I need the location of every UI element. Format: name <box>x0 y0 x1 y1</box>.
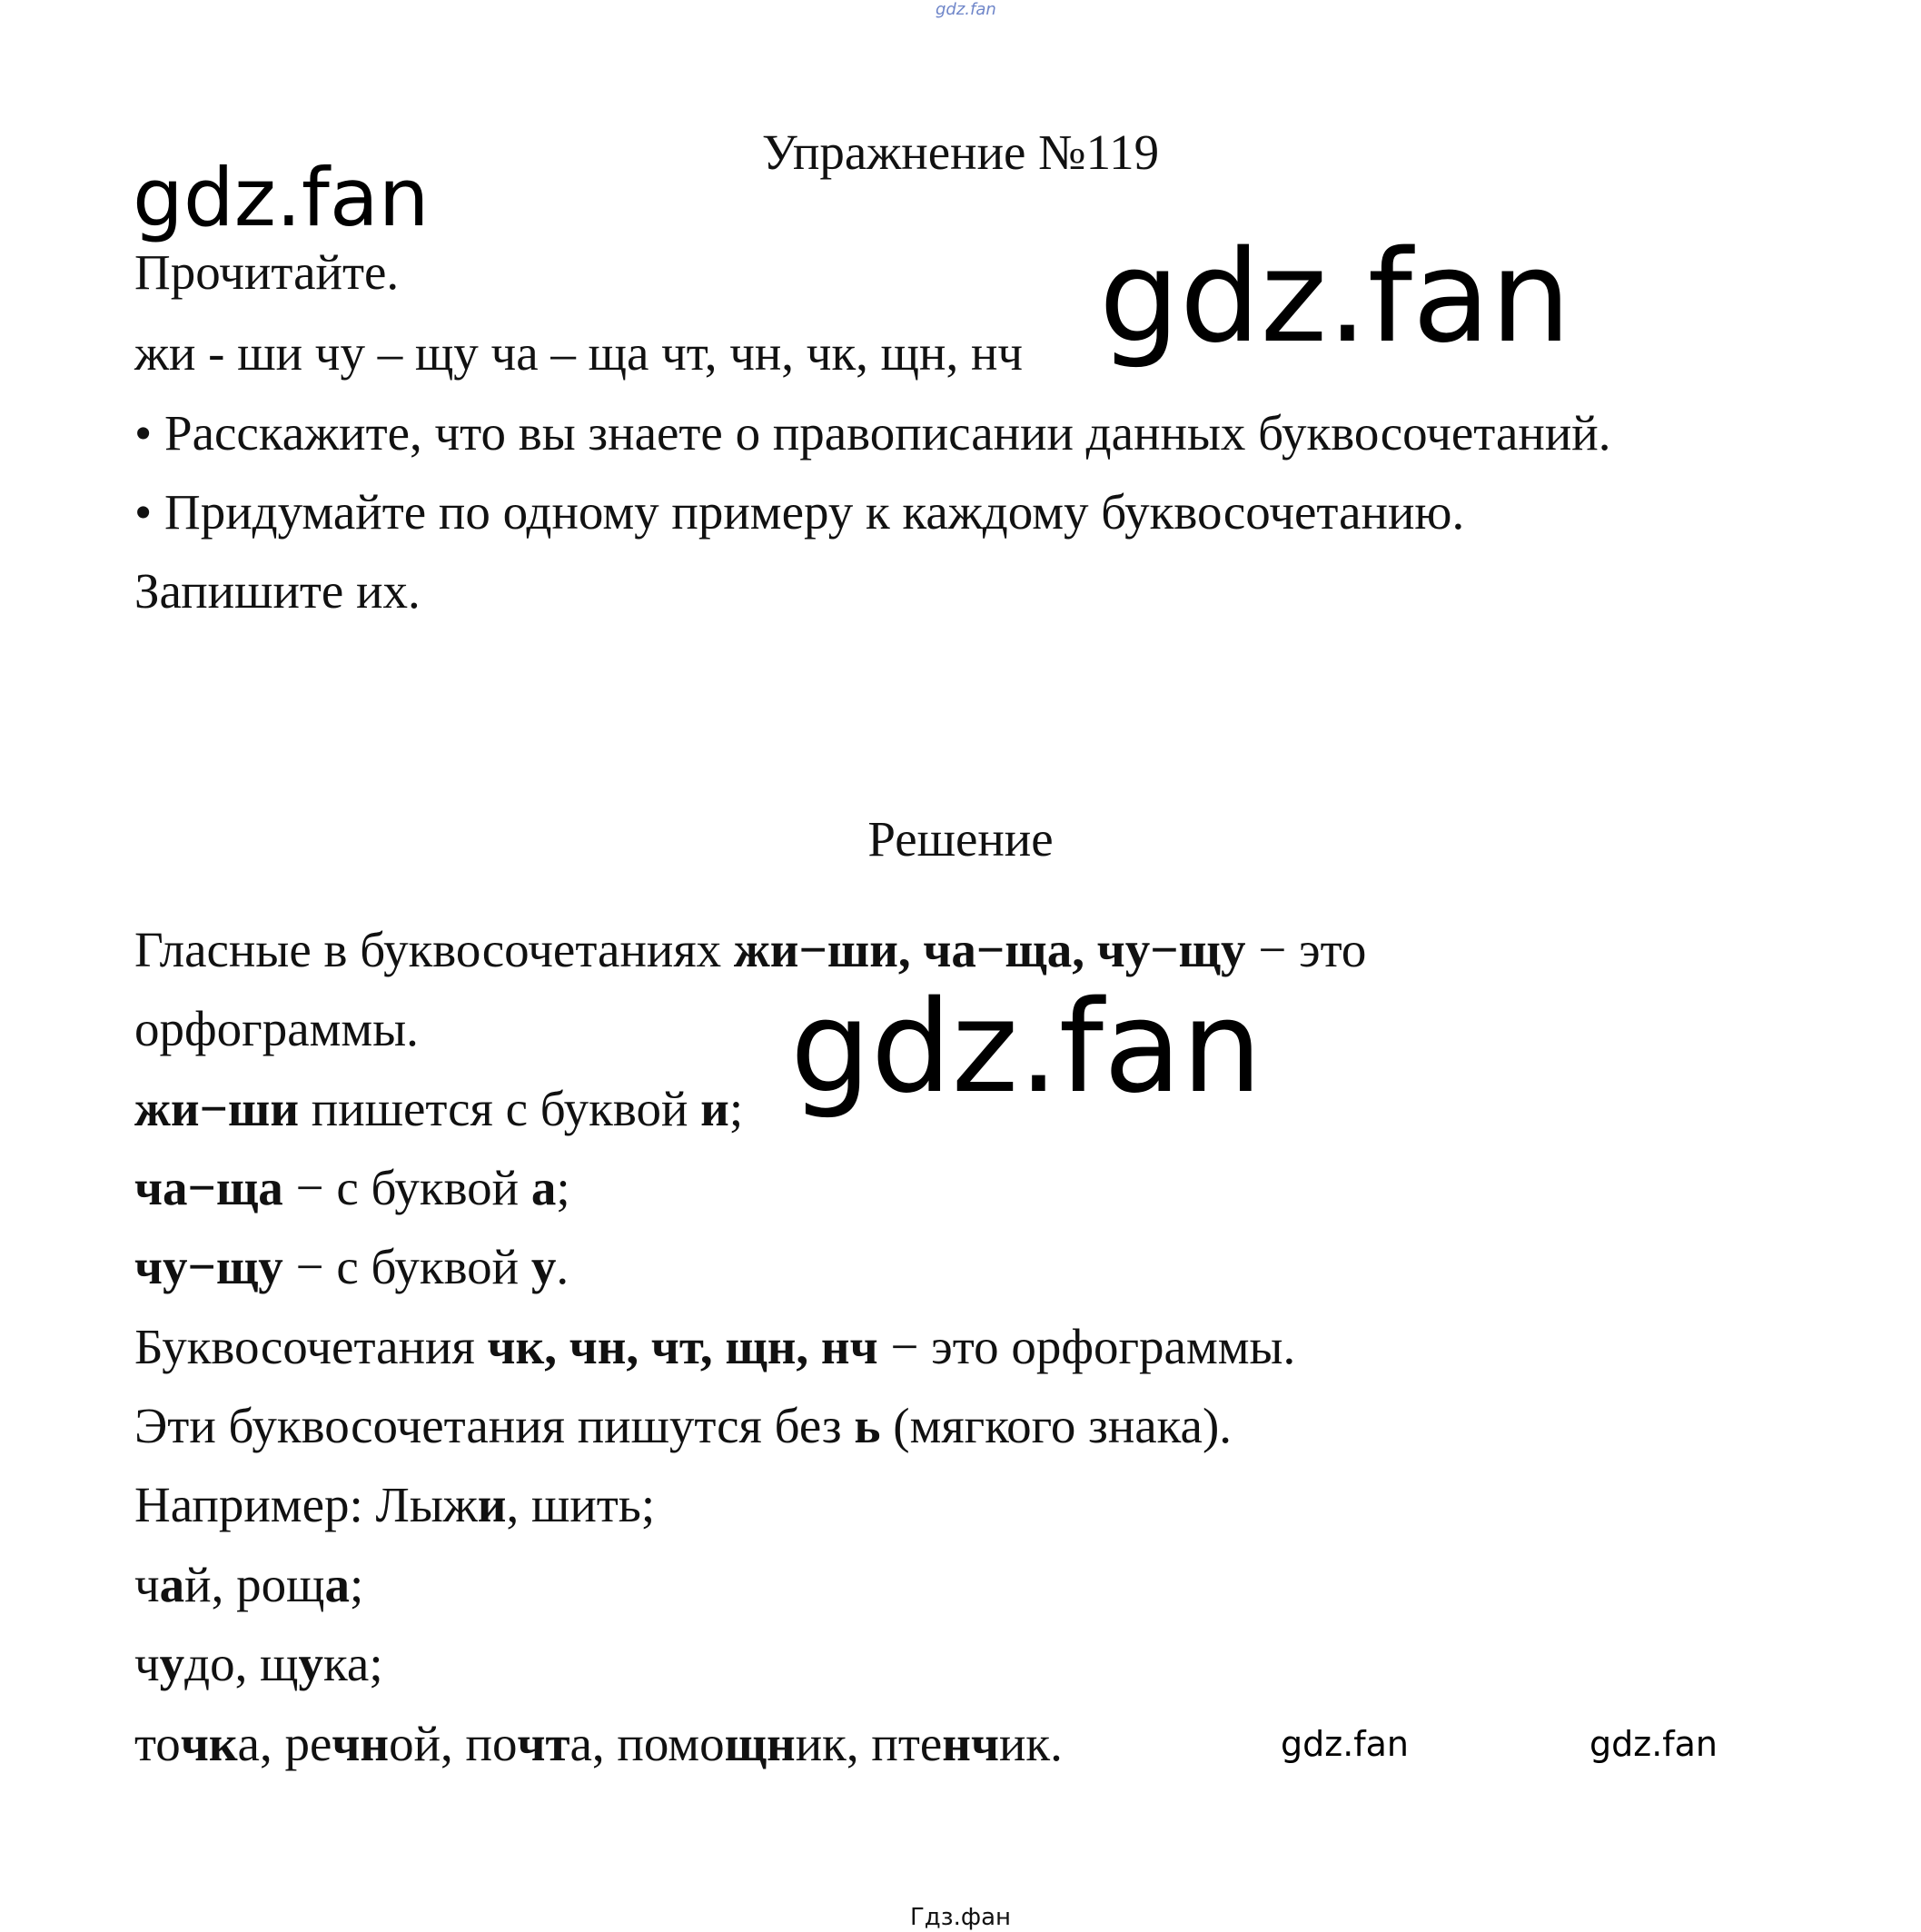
example-line-3: чудо, щука; <box>134 1636 383 1691</box>
watermark-top-left: gdz.fan <box>133 151 430 244</box>
watermark-bottom-1: gdz.fan <box>1281 1724 1410 1764</box>
example-line-4: точка, речной, почта, помощник, птенчик. <box>134 1716 1063 1771</box>
example-line-2: чай, роща; <box>134 1557 364 1612</box>
watermark-top-right: gdz.fan <box>1099 223 1571 372</box>
solution-line-4: ча−ща − с буквой а; <box>134 1160 570 1215</box>
read-label: Прочитайте. <box>134 244 400 300</box>
letter-combos-line: жи - ши чу – щу ча – ща чт, чн, чк, щн, нч <box>134 325 1024 381</box>
watermark-bottom-2: gdz.fan <box>1589 1724 1718 1764</box>
solution-line-1: Гласные в буквосочетаниях жи−ши, ча−ща, чу−щу − это <box>134 922 1367 977</box>
solution-line-5: чу−щу − с буквой у. <box>134 1239 569 1294</box>
solution-line-2: орфограммы. <box>134 1001 419 1056</box>
solution-heading: Решение <box>867 811 1054 867</box>
solution-line-6: Буквосочетания чк, чн, чт, щн, нч − это орфограммы. <box>134 1319 1296 1374</box>
task-invent-examples: • Придумайте по одному примеру к каждому буквосочетанию. <box>134 484 1465 540</box>
example-line-1: Например: Лыжи, шить; <box>134 1477 656 1532</box>
watermark-top-tiny: gdz.fan <box>936 0 996 19</box>
footer-watermark: Гдз.фан <box>909 1904 1012 1931</box>
exercise-title: Упражнение №119 <box>761 124 1160 180</box>
task-write-down: Запишите их. <box>134 563 421 619</box>
watermark-middle: gdz.fan <box>790 974 1263 1122</box>
solution-line-7: Эти буквосочетания пишутся без ь (мягкого знака). <box>134 1398 1233 1453</box>
solution-line-3: жи−ши пишется с буквой и; <box>134 1081 744 1136</box>
task-tell: • Расскажите, что вы знаете о правописании данных буквосочетаний. <box>134 405 1611 461</box>
